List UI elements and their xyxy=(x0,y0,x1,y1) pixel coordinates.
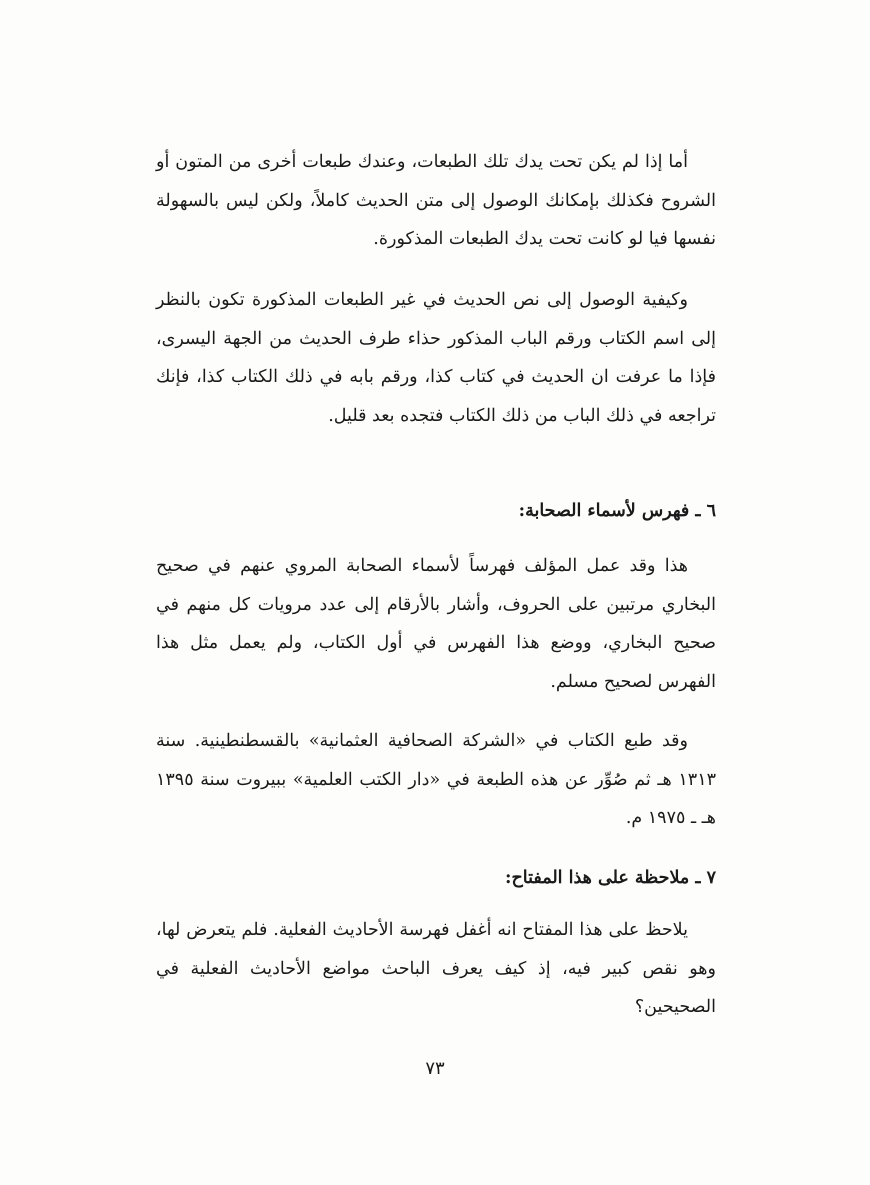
paragraph-remark: يلاحظ على هذا المفتاح انه أغفل فهرسة الأحاديث الفعلية. فلم يتعرض لها، وهو نقص كبير فيه، إذ كيف يعرف الباحث مواضع الأحاديث الفعلية في الصحيحين؟ xyxy=(156,920,716,1018)
paragraph-printing-info: وقد طبع الكتاب في «الشركة الصحافية العثمانية» بالقسطنطينية. سنة ١٣١٣ هـ ثم صُوِّر عن هذه الطبعة في «دار الكتب العلمية» ببيروت سنة ١٣٩٥ هـ ـ ١٩٧٥ م. xyxy=(156,731,716,829)
paragraph-editions-unavailable: أما إذا لم يكن تحت يدك تلك الطبعات، وعندك طبعات أخرى من المتون أو الشروح فكذلك بإمكانك الوصول إلى متن الحديث كاملاً، ولكن ليس بالسهولة نفسها فيا لو كانت تحت يدك الطبعات المذكورة. xyxy=(156,152,716,250)
section-heading-companions-index: ٦ ـ فهرس لأسماء الصحابة: xyxy=(518,501,716,521)
paragraph-locating-hadith: وكيفية الوصول إلى نص الحديث في غير الطبعات المذكورة تكون بالنظر إلى اسم الكتاب ورقم الباب المذكور حذاء طرف الحديث من الجهة اليسرى، فإذا ما عرفت ان الحديث في كتاب كذا، ورقم بابه في ذلك الكتاب كذا، فإنك تراجعه في ذلك الباب من ذلك الكتاب فتجده بعد قليل. xyxy=(156,290,716,426)
paragraph-companions-index: هذا وقد عمل المؤلف فهرساً لأسماء الصحابة المروي عنهم في صحيح البخاري مرتبين على الحروف، وأشار بالأرقام إلى عدد مرويات كل منهم في صحيح البخاري، ووضع هذا الفهرس في أول الكتاب، ولم يعمل مثل هذا الفهرس لصحيح مسلم. xyxy=(156,556,716,692)
section-heading-remark: ٧ ـ ملاحظة على هذا المفتاح: xyxy=(505,868,716,888)
page-number: ٧٣ xyxy=(425,1058,445,1079)
